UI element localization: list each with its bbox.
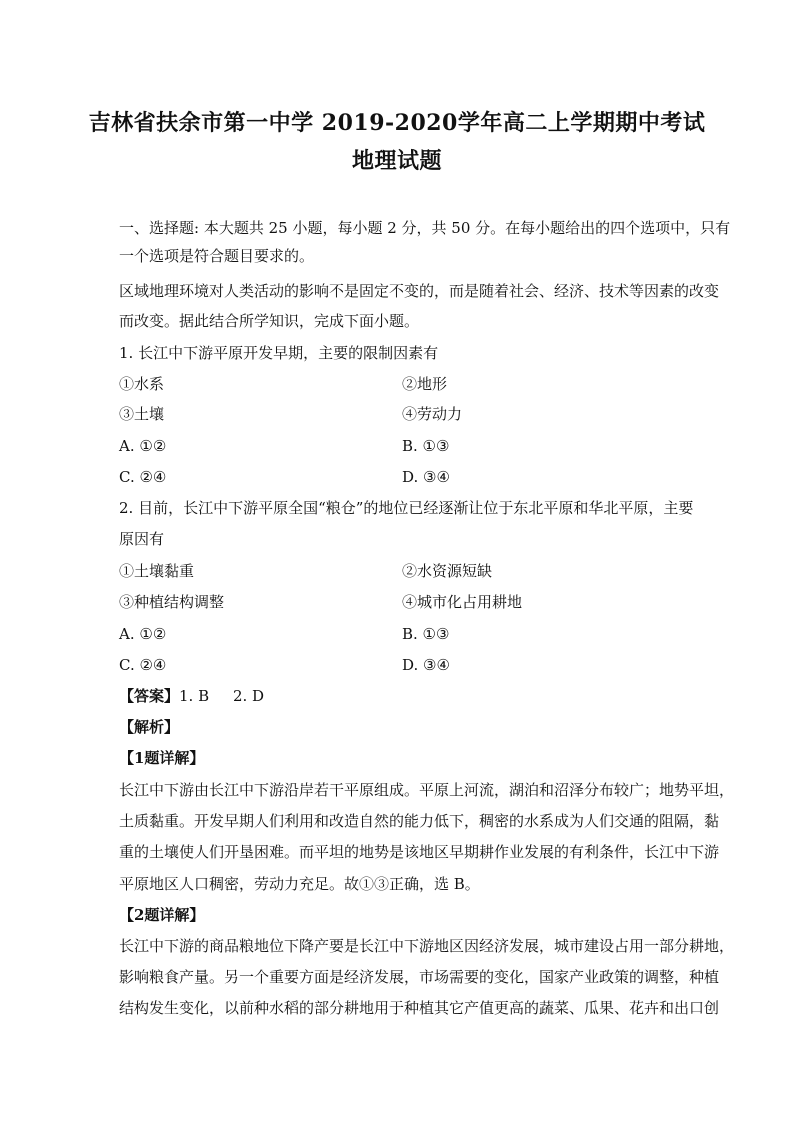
question-2-stem-line-2: 原因有: [119, 530, 165, 548]
q2-item-1: ①土壤黏重: [119, 562, 195, 580]
analysis-label: 【解析】: [119, 718, 180, 736]
q2-item-4: ④城市化占用耕地: [402, 593, 523, 611]
q1-choice-c: C. ②④: [119, 468, 167, 486]
q1-item-4: ④劳动力: [402, 405, 463, 423]
document-subtitle: 地理试题: [351, 148, 442, 174]
q1-item-1: ①水系: [119, 375, 165, 393]
q1-choice-a: A. ①②: [119, 437, 167, 455]
detail-2-line-1: 长江中下游的商品粮地位下降产要是长江中下游地区因经济发展，城市建设占用一部分耕地，: [119, 937, 735, 955]
section-intro-line-2: 一个选项是符合题目要求的。: [119, 247, 315, 265]
q1-item-3: ③土壤: [119, 405, 165, 423]
answer-text: 1. B 2. D: [179, 687, 265, 705]
detail-1-line-1: 长江中下游由长江中下游沿岸若干平原组成。平原上河流，湖泊和沼泽分布较广；地势平坦，: [119, 781, 735, 799]
section-intro-line-1: 一、选择题: 本大题共 25 小题，每小题 2 分，共 50 分。在每小题给出的四个选项中，只有: [119, 219, 731, 237]
answer-line: [119, 686, 679, 706]
detail-1-line-3: 重的土壤使人们开垦困难。而平坦的地势是该地区早期耕作业发展的有利条件，长江中下游: [119, 843, 720, 861]
q2-choice-a: A. ①②: [119, 625, 167, 643]
q2-item-3: ③种植结构调整: [119, 593, 225, 611]
detail-1-line-2: 土质黏重。开发早期人们利用和改造自然的能力低下，稠密的水系成为人们交通的阻隔，黏: [119, 812, 720, 830]
answer-label: 【答案】: [119, 687, 180, 705]
question-1-stem: 1. 长江中下游平原开发早期，主要的限制因素有: [119, 344, 439, 362]
context-line-2: 而改变。据此结合所学知识，完成下面小题。: [119, 312, 420, 330]
q2-item-2: ②水资源短缺: [402, 562, 493, 580]
q1-choice-d: D. ③④: [402, 468, 450, 486]
detail-2-label: 【2题详解】: [119, 906, 205, 924]
q1-choice-b: B. ①③: [402, 437, 450, 455]
detail-2-line-3: 结构发生变化，以前种水稻的部分耕地用于种植其它产值更高的蔬菜、瓜果、花卉和出口创: [119, 999, 720, 1017]
context-line-1: 区域地理环境对人类活动的影响不是固定不变的，而是随着社会、经济、技术等因素的改变: [119, 282, 720, 300]
question-2-stem-line-1: 2. 目前，长江中下游平原全国“粮仓”的地位已经逐渐让位于东北平原和华北平原，主要: [119, 499, 694, 517]
detail-1-label: 【1题详解】: [119, 749, 205, 767]
document-title: 吉林省扶余市第一中学 2019-2020学年高二上学期期中考试: [88, 110, 706, 136]
q2-choice-b: B. ①③: [402, 625, 450, 643]
q2-choice-d: D. ③④: [402, 656, 450, 674]
detail-1-line-4: 平原地区人口稠密，劳动力充足。故①③正确，选 B。: [119, 875, 480, 893]
q2-choice-c: C. ②④: [119, 656, 167, 674]
q1-item-2: ②地形: [402, 375, 448, 393]
detail-2-line-2: 影响粮食产量。另一个重要方面是经济发展，市场需要的变化，国家产业政策的调整，种植: [119, 968, 720, 986]
